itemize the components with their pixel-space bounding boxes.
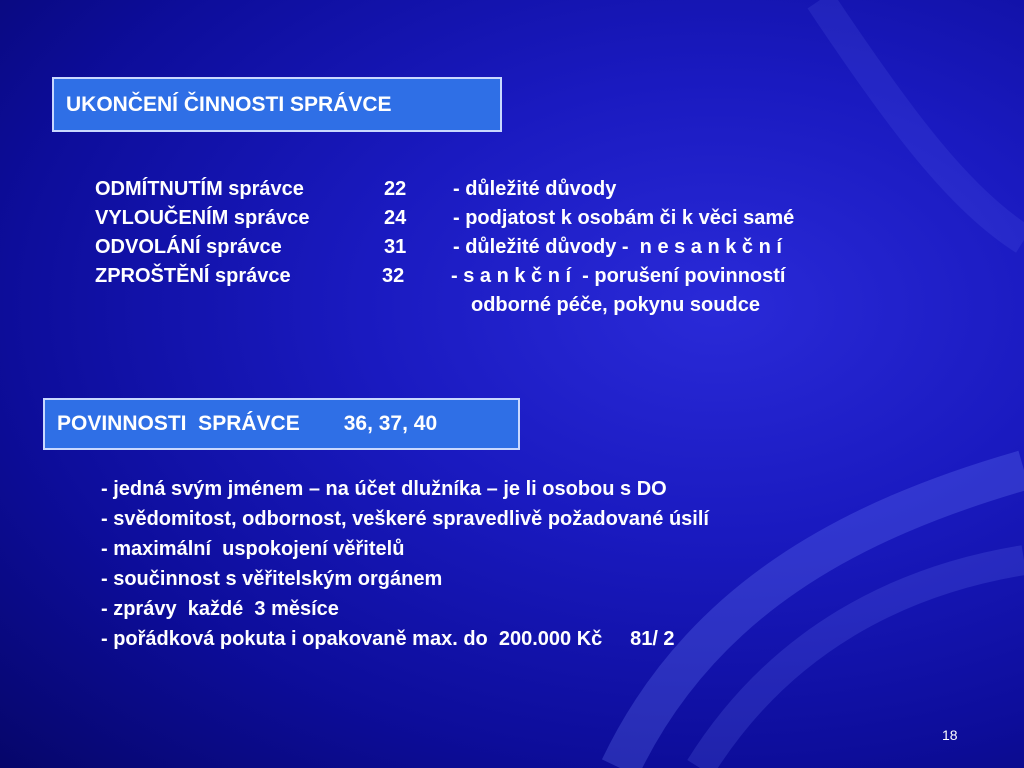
list-item: - součinnost s věřitelským orgánem <box>101 568 443 590</box>
section-number: 32 <box>382 265 405 287</box>
termination-term: VYLOUČENÍM správce <box>95 207 310 229</box>
duties-sections: 36, 37, 40 <box>343 412 438 435</box>
list-item: - maximální uspokojení věřitelů <box>101 538 405 560</box>
termination-desc: - důležité důvody <box>453 178 617 200</box>
slide-title: UKONČENÍ ČINNOSTI SPRÁVCE <box>66 92 392 116</box>
slide-title-box <box>52 77 502 132</box>
duties-list <box>101 474 709 654</box>
list-item: - svědomitost, odbornost, veškeré spravedlivě požadované úsilí <box>101 508 709 530</box>
termination-desc: - s a n k č n í - porušení povinností <box>451 265 786 287</box>
termination-desc: - podjatost k osobám či k věci samé <box>453 207 795 229</box>
termination-term: ODMÍTNUTÍM správce <box>95 178 304 200</box>
termination-desc: - důležité důvody - n e s a n k č n í <box>453 236 782 258</box>
duties-title-box <box>43 398 520 450</box>
duties-title: POVINNOSTI SPRÁVCE <box>57 412 300 435</box>
section-number: 24 <box>384 207 407 229</box>
list-item: - pořádková pokuta i opakovaně max. do 200.000 Kč 81/ 2 <box>101 628 675 650</box>
list-item: - zprávy každé 3 měsíce <box>101 598 339 620</box>
section-number: 31 <box>384 236 407 258</box>
termination-term: ZPROŠTĚNÍ správce <box>95 265 291 287</box>
termination-desc: odborné péče, pokynu soudce <box>471 294 760 316</box>
page-number: 18 <box>942 727 958 743</box>
termination-term: ODVOLÁNÍ správce <box>95 236 282 258</box>
list-item: - jedná svým jménem – na účet dlužníka – je li osobou s DO <box>101 478 667 500</box>
section-number: 22 <box>384 178 407 200</box>
